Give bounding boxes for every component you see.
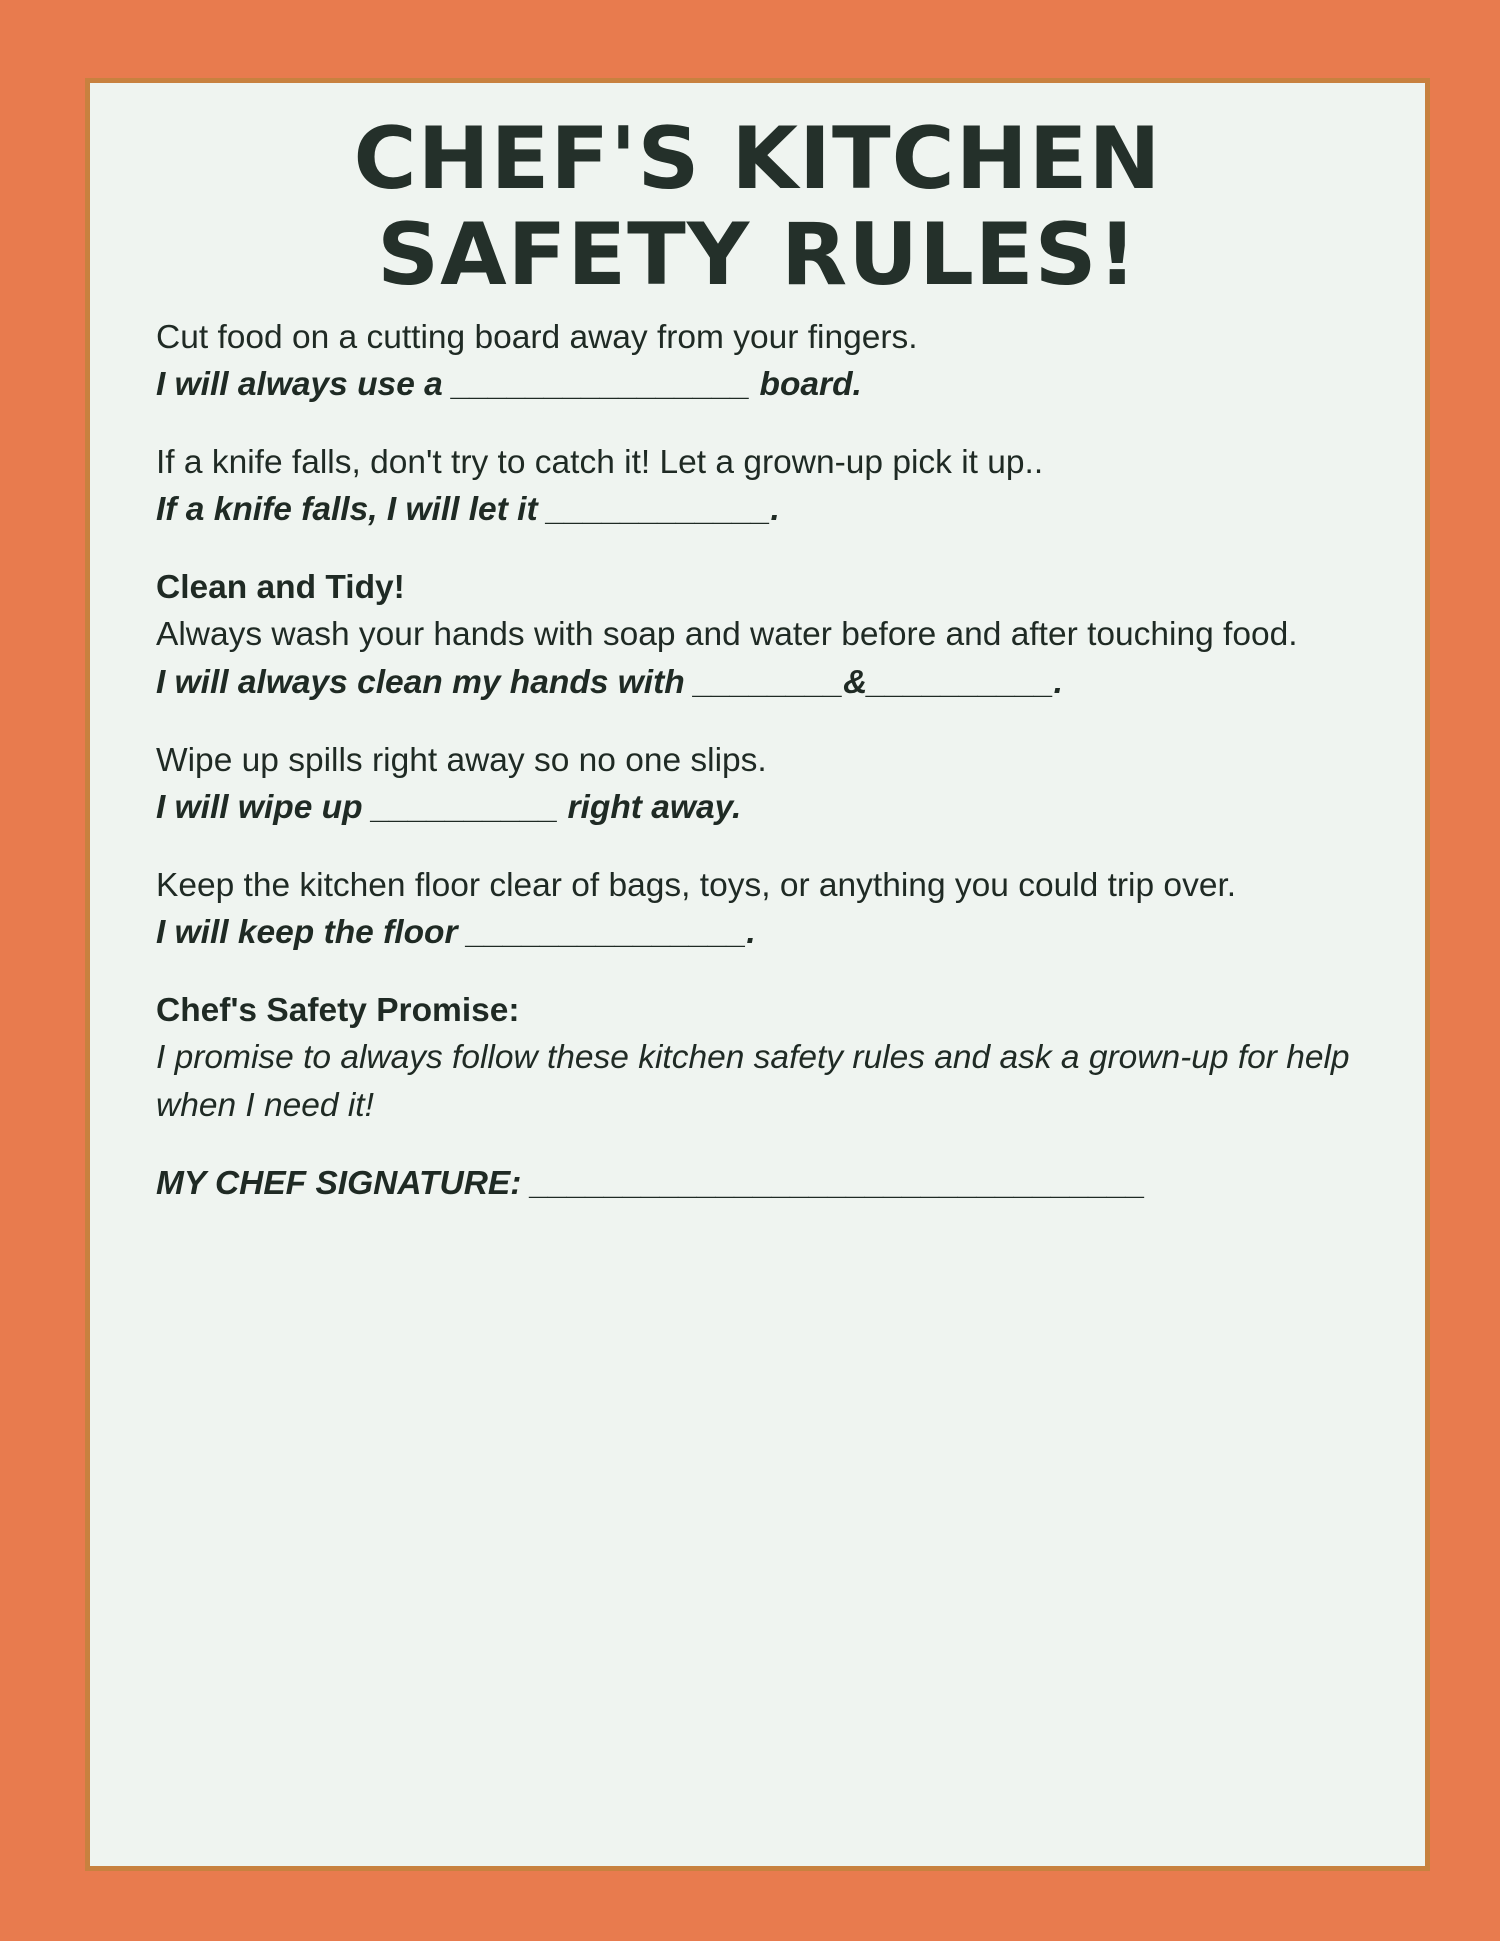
rule-text: Keep the kitchen floor clear of bags, toys, or anything you could trip over.: [156, 866, 1237, 904]
rule-fill-in: I will always use a ________________ board.: [156, 366, 862, 404]
promise-text: I promise to always follow these kitchen safety rules and ask a grown-up for help when I need it!: [156, 1039, 1350, 1124]
rule-block-clean-and-tidy: [156, 564, 1359, 707]
rule-text: Cut food on a cutting board away from your fingers.: [156, 318, 918, 356]
rule-text: If a knife falls, don't try to catch it! Let a grown-up pick it up..: [156, 443, 1044, 481]
page-title-line-1: CHEF'S KITCHEN: [353, 109, 1162, 209]
promise-heading: Chef's Safety Promise:: [156, 991, 520, 1029]
rule-block-spills: [156, 737, 1359, 832]
page-title-line-2: SAFETY RULES!: [377, 205, 1138, 306]
chefs-safety-promise: [156, 987, 1359, 1130]
rule-fill-in: If a knife falls, I will let it ____________.: [156, 491, 780, 529]
rule-fill-in: I will always clean my hands with ________&__________.: [156, 664, 1063, 701]
page-title: [150, 111, 1365, 304]
section-heading: Clean and Tidy!: [156, 568, 405, 606]
rule-text: Wipe up spills right away so no one slips.: [156, 741, 767, 779]
poster-sheet: [85, 78, 1430, 1871]
rule-block-cutting-board: [156, 314, 1359, 409]
rule-block-falling-knife: [156, 439, 1359, 534]
poster-body: [150, 314, 1365, 1207]
rule-block-floor-clear: [156, 862, 1359, 957]
signature-line[interactable]: MY CHEF SIGNATURE: _________________________________: [156, 1164, 1146, 1202]
rule-fill-in: I will keep the floor _______________.: [156, 914, 756, 952]
rule-text: Always wash your hands with soap and water before and after touching food.: [156, 616, 1298, 654]
rule-fill-in: I will wipe up __________ right away.: [156, 789, 742, 827]
